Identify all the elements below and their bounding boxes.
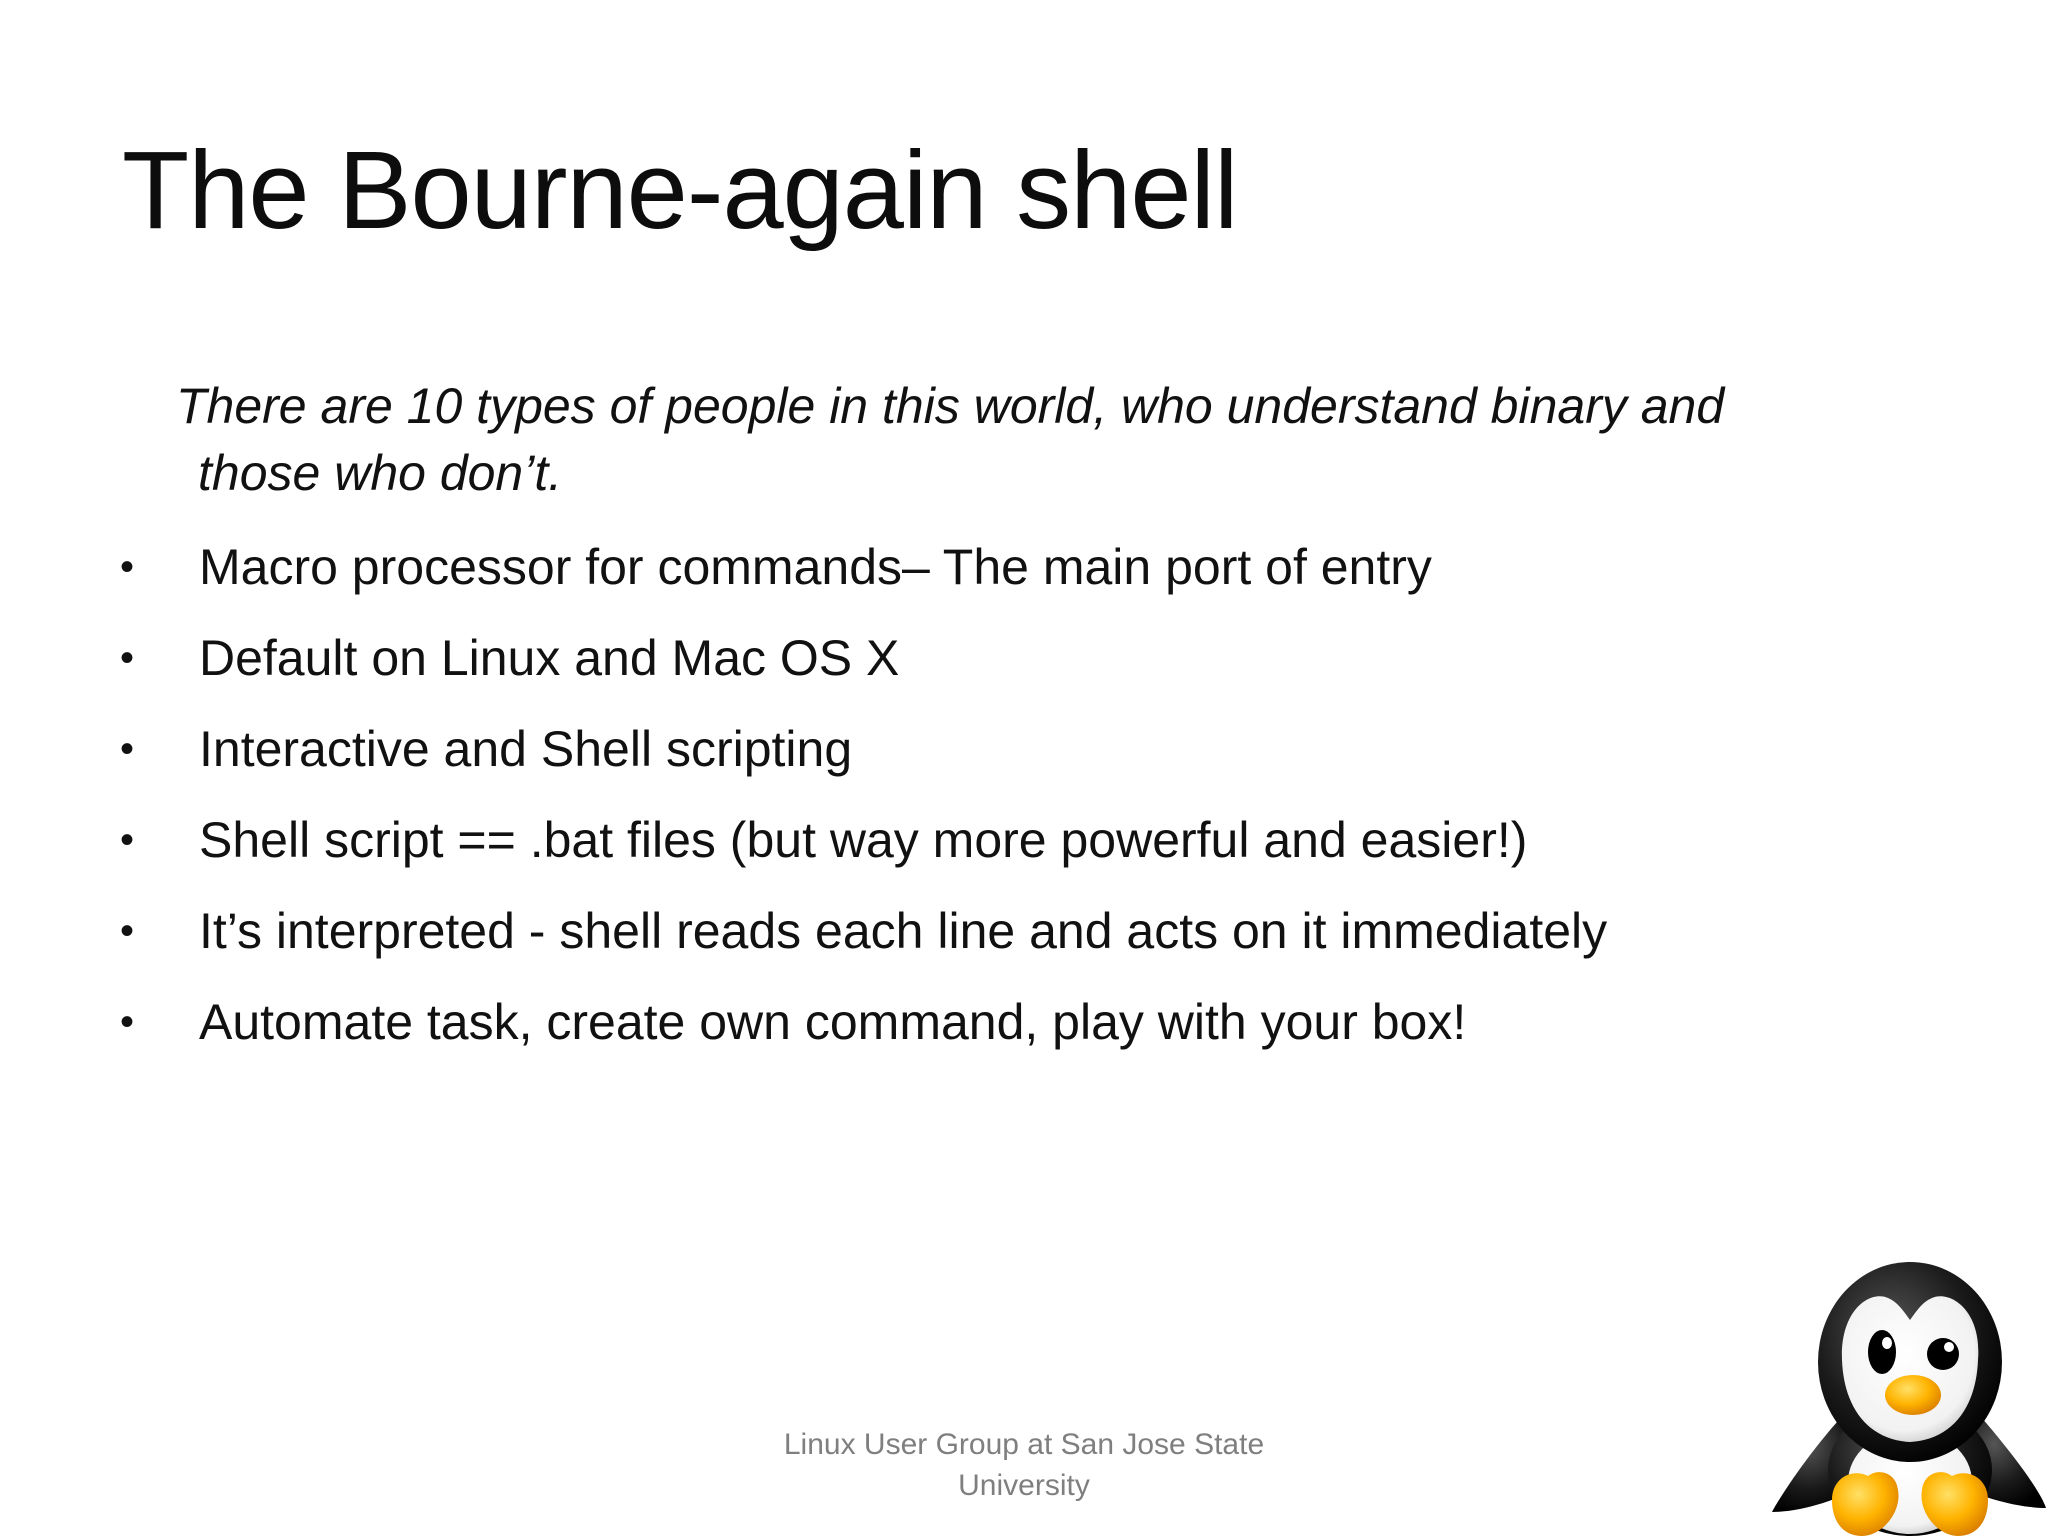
bullet-text: Default on Linux and Mac OS X — [199, 630, 900, 686]
bullet-dot: • — [120, 727, 135, 771]
slide-footer — [724, 1424, 1324, 1506]
binary-quote — [176, 373, 1876, 507]
penguin-icon — [1770, 1250, 2048, 1536]
bullet-dot: • — [120, 636, 135, 680]
bullet-text: It’s interpreted - shell reads each line and acts on it immediately — [199, 903, 1608, 959]
footer-line-1: Linux User Group at San Jose State — [783, 1428, 1265, 1461]
bullet-text: Shell script == .bat files (but way more powerful and easier!) — [199, 812, 1528, 868]
bullet-text: Automate task, create own command, play with your box! — [199, 994, 1467, 1050]
quote-line-2: those who don’t. — [198, 445, 563, 501]
bullet-dot: • — [120, 818, 135, 862]
bullet-dot: • — [120, 545, 135, 589]
bullet-dot: • — [120, 909, 135, 953]
bullet-text: Interactive and Shell scripting — [199, 721, 853, 777]
bullet-dot: • — [120, 1000, 135, 1044]
footer-line-2: University — [958, 1469, 1090, 1502]
bullet-text: Macro processor for commands– The main port of entry — [199, 539, 1432, 595]
quote-line-1: There are 10 types of people in this world, who understand binary and — [176, 378, 1725, 434]
slide-title: The Bourne-again shell — [122, 129, 1238, 252]
